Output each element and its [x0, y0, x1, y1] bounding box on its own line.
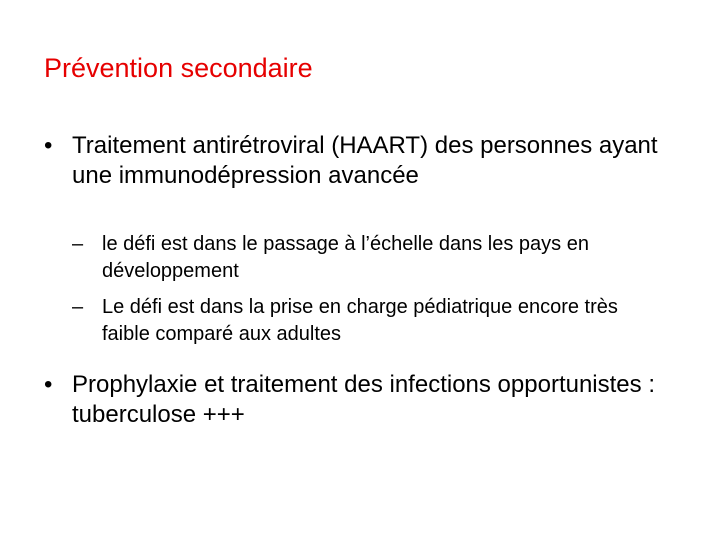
- sub-bullet-marker: –: [72, 296, 84, 318]
- sub-bullet-item: [72, 231, 662, 285]
- slide-title: Prévention secondaire: [44, 53, 313, 83]
- bullet-item: [44, 131, 664, 191]
- bullet-text: Prophylaxie et traitement des infections opportunistes : tuberculose +++: [72, 371, 655, 428]
- bullet-marker: •: [44, 132, 53, 159]
- bullet-item: [44, 370, 664, 430]
- bullet-marker: •: [44, 371, 53, 398]
- sub-bullet-marker: –: [72, 233, 84, 255]
- bullet-text: Traitement antirétroviral (HAART) des personnes ayant une immunodépression avancée: [72, 132, 658, 189]
- sub-bullet-text: le défi est dans le passage à l’échelle dans les pays en développement: [102, 233, 589, 282]
- sub-bullet-text: Le défi est dans la prise en charge pédiatrique encore très faible comparé aux adultes: [102, 296, 618, 345]
- sub-bullet-item: [72, 294, 662, 348]
